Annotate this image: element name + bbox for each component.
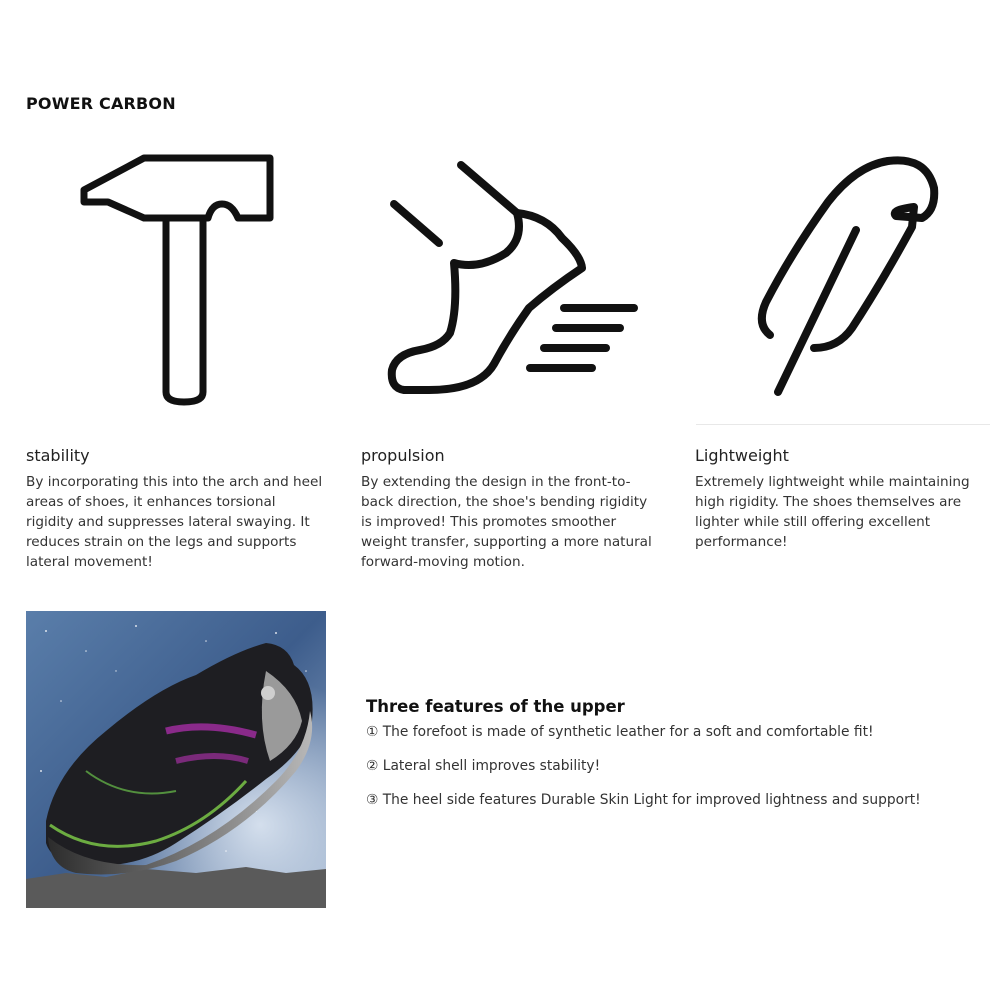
stability-heading: stability bbox=[26, 446, 90, 465]
upper-feature-1: ① The forefoot is made of synthetic leather for a soft and comfortable fit! bbox=[366, 724, 874, 740]
lightweight-description: Extremely lightweight while maintaining high rigidity. The shoes themselves are lighter while still offering excellent performance! bbox=[695, 474, 970, 550]
divider bbox=[696, 424, 990, 425]
running-foot-icon bbox=[384, 158, 646, 398]
hammer-icon bbox=[76, 150, 281, 412]
upper-feature-2: ② Lateral shell improves stability! bbox=[366, 758, 601, 774]
stability-description: By incorporating this into the arch and heel areas of shoes, it enhances torsional rigidity and suppresses lateral swaying. It reduces strain on the legs and supports lateral movement! bbox=[26, 474, 323, 570]
upper-feature-3: ③ The heel side features Durable Skin Light for improved lightness and support! bbox=[366, 792, 921, 808]
upper-features-title: Three features of the upper bbox=[366, 697, 625, 716]
propulsion-description: By extending the design in the front-to-back direction, the shoe's bending rigidity is improved! This promotes smoother weight transfer, supporting a more natural forward-moving motion. bbox=[361, 474, 652, 570]
feather-icon bbox=[756, 152, 944, 402]
section-title: POWER CARBON bbox=[26, 94, 176, 113]
lightweight-heading: Lightweight bbox=[695, 446, 789, 465]
shoe-photo bbox=[26, 611, 326, 908]
propulsion-heading: propulsion bbox=[361, 446, 445, 465]
